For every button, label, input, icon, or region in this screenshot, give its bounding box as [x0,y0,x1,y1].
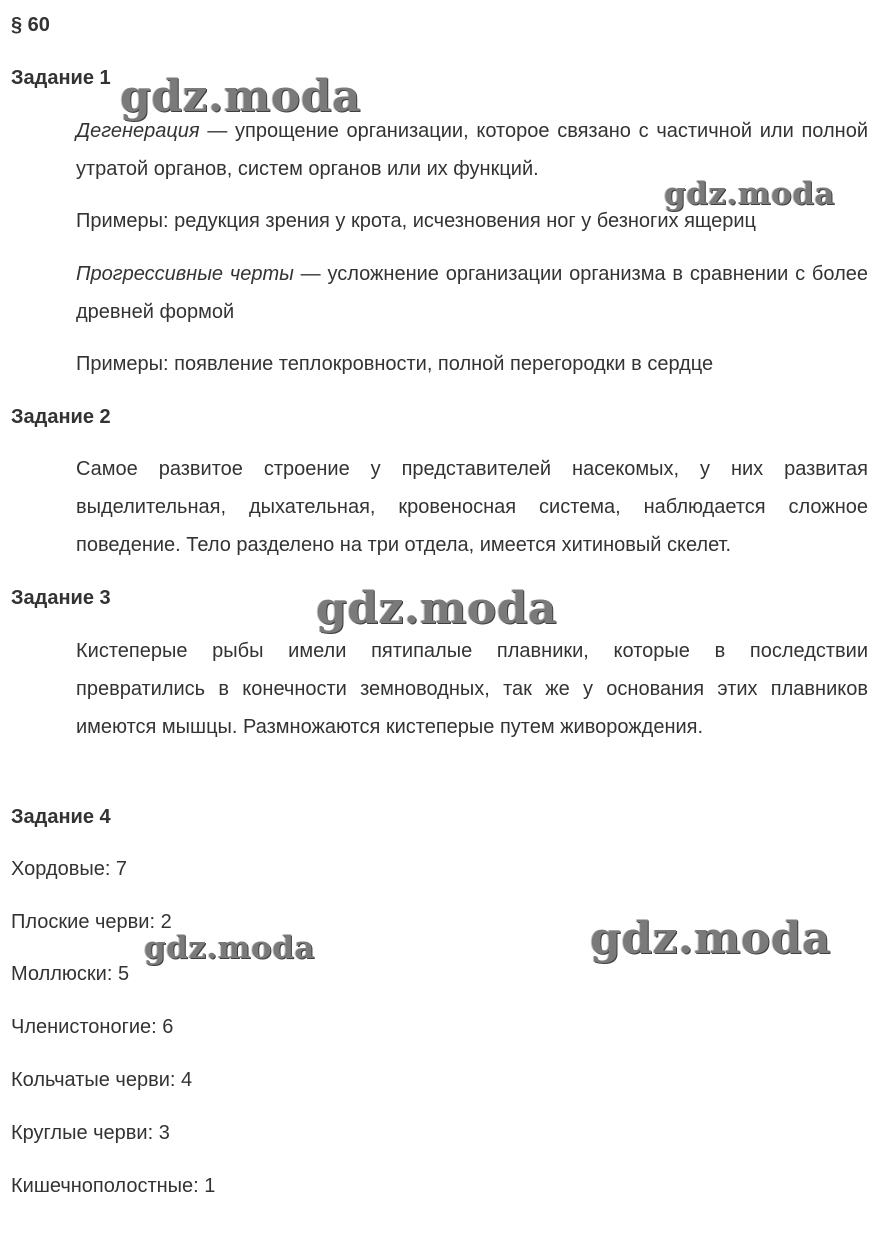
watermark: gdz.moda [144,930,315,966]
task-2-heading: Задание 2 [11,406,111,428]
task-1-progressive-paragraph [76,255,868,331]
section-title: § 60 [11,14,50,36]
list-item-annelids: Кольчатые черви: 4 [11,1069,193,1091]
list-item-arthropods: Членистоногие: 6 [11,1016,174,1038]
task-1-examples-1: Примеры: редукция зрения у крота, исчезновения ног у безногих ящериц [76,210,756,232]
list-item-cnidarians: Кишечнополостные: 1 [11,1175,216,1197]
task-3-heading: Задание 3 [11,587,111,609]
list-item-mollusks: Моллюски: 5 [11,963,130,985]
task-1-examples-2: Примеры: появление теплокровности, полной перегородки в сердце [76,353,714,375]
list-item-roundworms: Круглые черви: 3 [11,1122,170,1144]
progressive-definition: — усложнение организации организма в сравнении с более древней формой [76,263,868,323]
degeneration-definition: — упрощение организации, которое связано с частичной или полной утратой органов, систем органов или их функций. [76,120,868,180]
list-item-flatworms: Плоские черви: 2 [11,911,172,933]
list-item-chordates: Хордовые: 7 [11,858,128,880]
task-3-paragraph: Кистеперые рыбы имели пятипалые плавники, которые в последствии превратились в конечности земноводных, так же у основания этих плавников имеются мышцы. Размножаются кистеперые путем живорождения. [76,640,868,738]
degeneration-term: Дегенерация [76,120,200,142]
task-2-paragraph: Самое развитое строение у представителей насекомых, у них развитая выделительная, дыхательная, кровеносная система, наблюдается сложное поведение. Тело разделено на три отдела, имеется хитиновый скелет. [76,458,868,556]
progressive-term: Прогрессивные черты [76,263,294,285]
watermark: gdz.moda [316,583,558,634]
task-1-heading: Задание 1 [11,67,111,89]
task-4-heading: Задание 4 [11,806,111,828]
task-1-degeneration-paragraph [76,112,868,188]
watermark: gdz.moda [664,176,835,212]
watermark: gdz.moda [590,913,832,964]
watermark: gdz.moda [120,71,362,122]
